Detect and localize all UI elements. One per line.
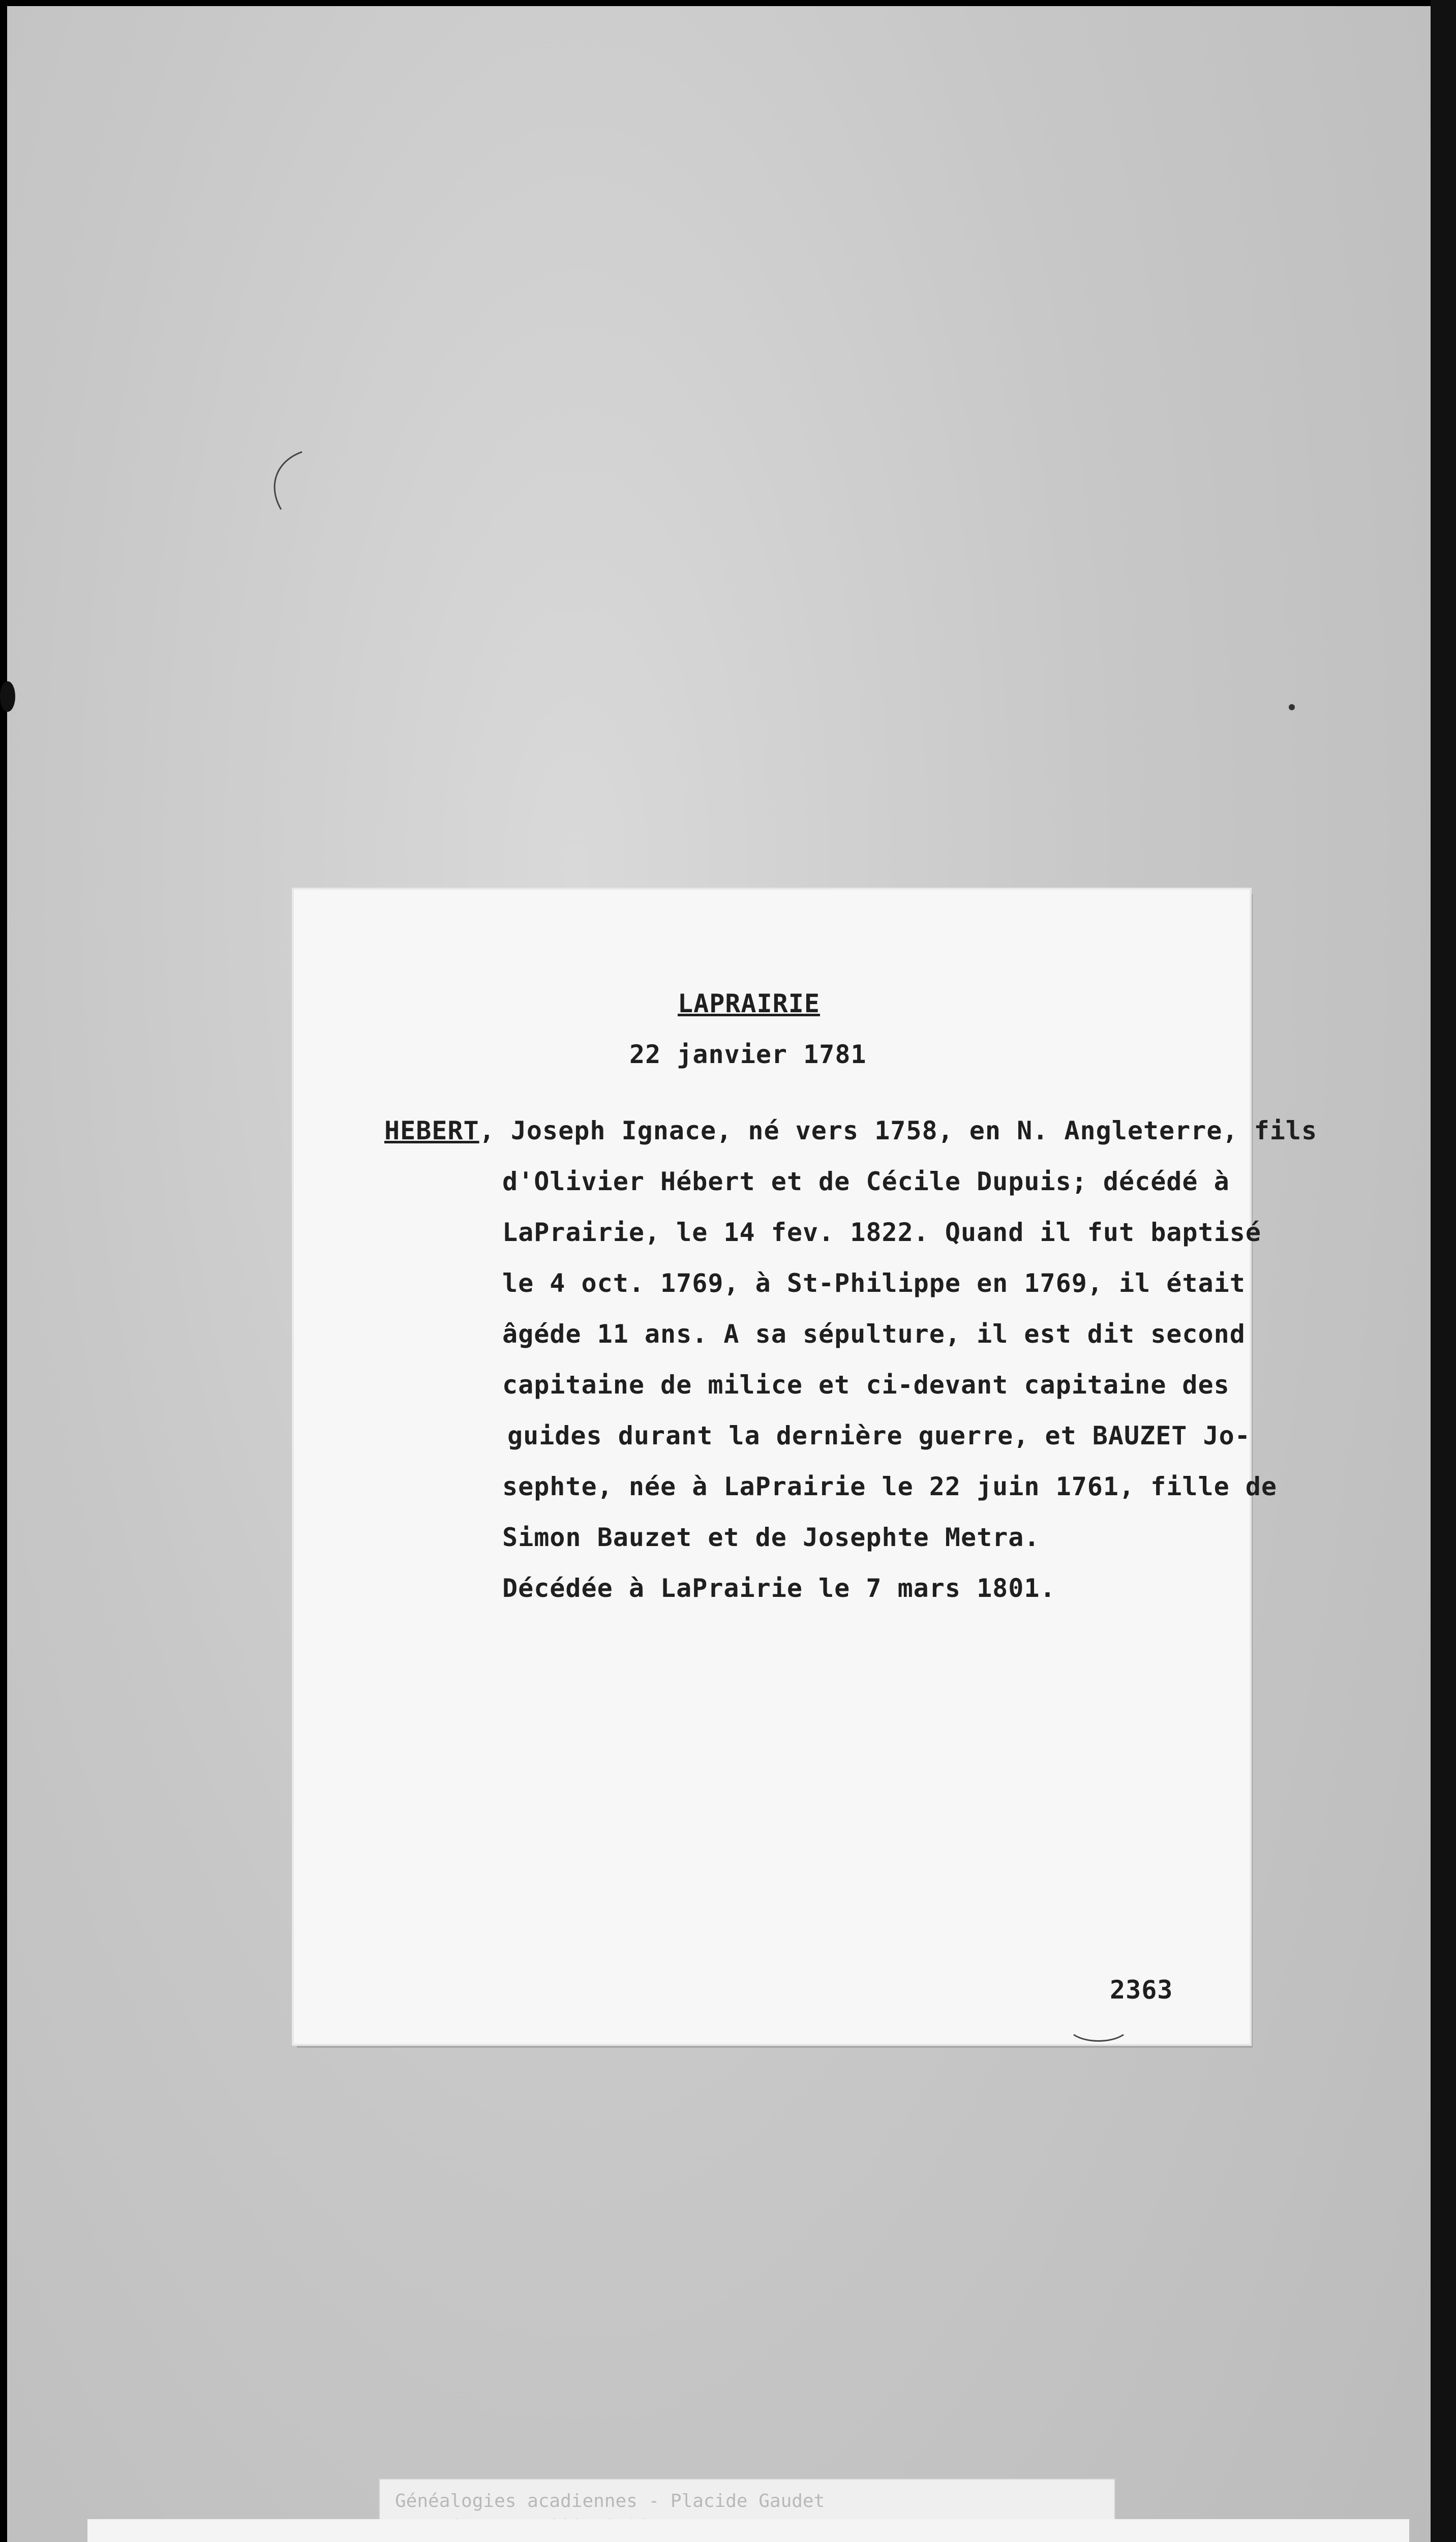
page-number: 2363: [1110, 1975, 1173, 2005]
pen-mark: [1067, 2008, 1131, 2042]
card-line-1-text: , Joseph Ignace, né vers 1758, en N. Angleterre, fils: [479, 1116, 1318, 1145]
card-heading: LAPRAIRIE: [678, 989, 820, 1018]
archives-label: [87, 2519, 1409, 2542]
card-line-10: Décédée à LaPrairie le 7 mars 1801.: [502, 1573, 1056, 1603]
card-line-9: Simon Bauzet et de Josephte Metra.: [502, 1523, 1040, 1552]
card-line-7: guides durant la dernière guerre, et BAUZET Jo-: [507, 1421, 1251, 1450]
dust-speck: [1289, 704, 1295, 710]
dust-speck: [0, 681, 15, 712]
surname: HEBERT: [384, 1116, 479, 1145]
card-line-2: d'Olivier Hébert et de Cécile Dupuis; décédé à: [502, 1167, 1230, 1196]
strip-line-1: Généalogies acadiennes - Placide Gaudet: [395, 2491, 825, 2511]
record-card: [294, 890, 1318, 2044]
card-line-4: le 4 oct. 1769, à St-Philippe en 1769, il était: [502, 1268, 1246, 1298]
card-line-1: [384, 1116, 1317, 1145]
card-line-5: âgéde 11 ans. A sa sépulture, il est dit second: [502, 1319, 1246, 1349]
card-line-3: LaPrairie, le 14 fev. 1822. Quand il fut baptisé: [502, 1218, 1261, 1247]
card-date: 22 janvier 1781: [629, 1040, 867, 1069]
card-line-6: capitaine de milice et ci-devant capitaine des: [502, 1370, 1230, 1400]
card-line-8: sephte, née à LaPrairie le 22 juin 1761, fille de: [502, 1472, 1278, 1501]
film-edge: [1431, 0, 1456, 2542]
